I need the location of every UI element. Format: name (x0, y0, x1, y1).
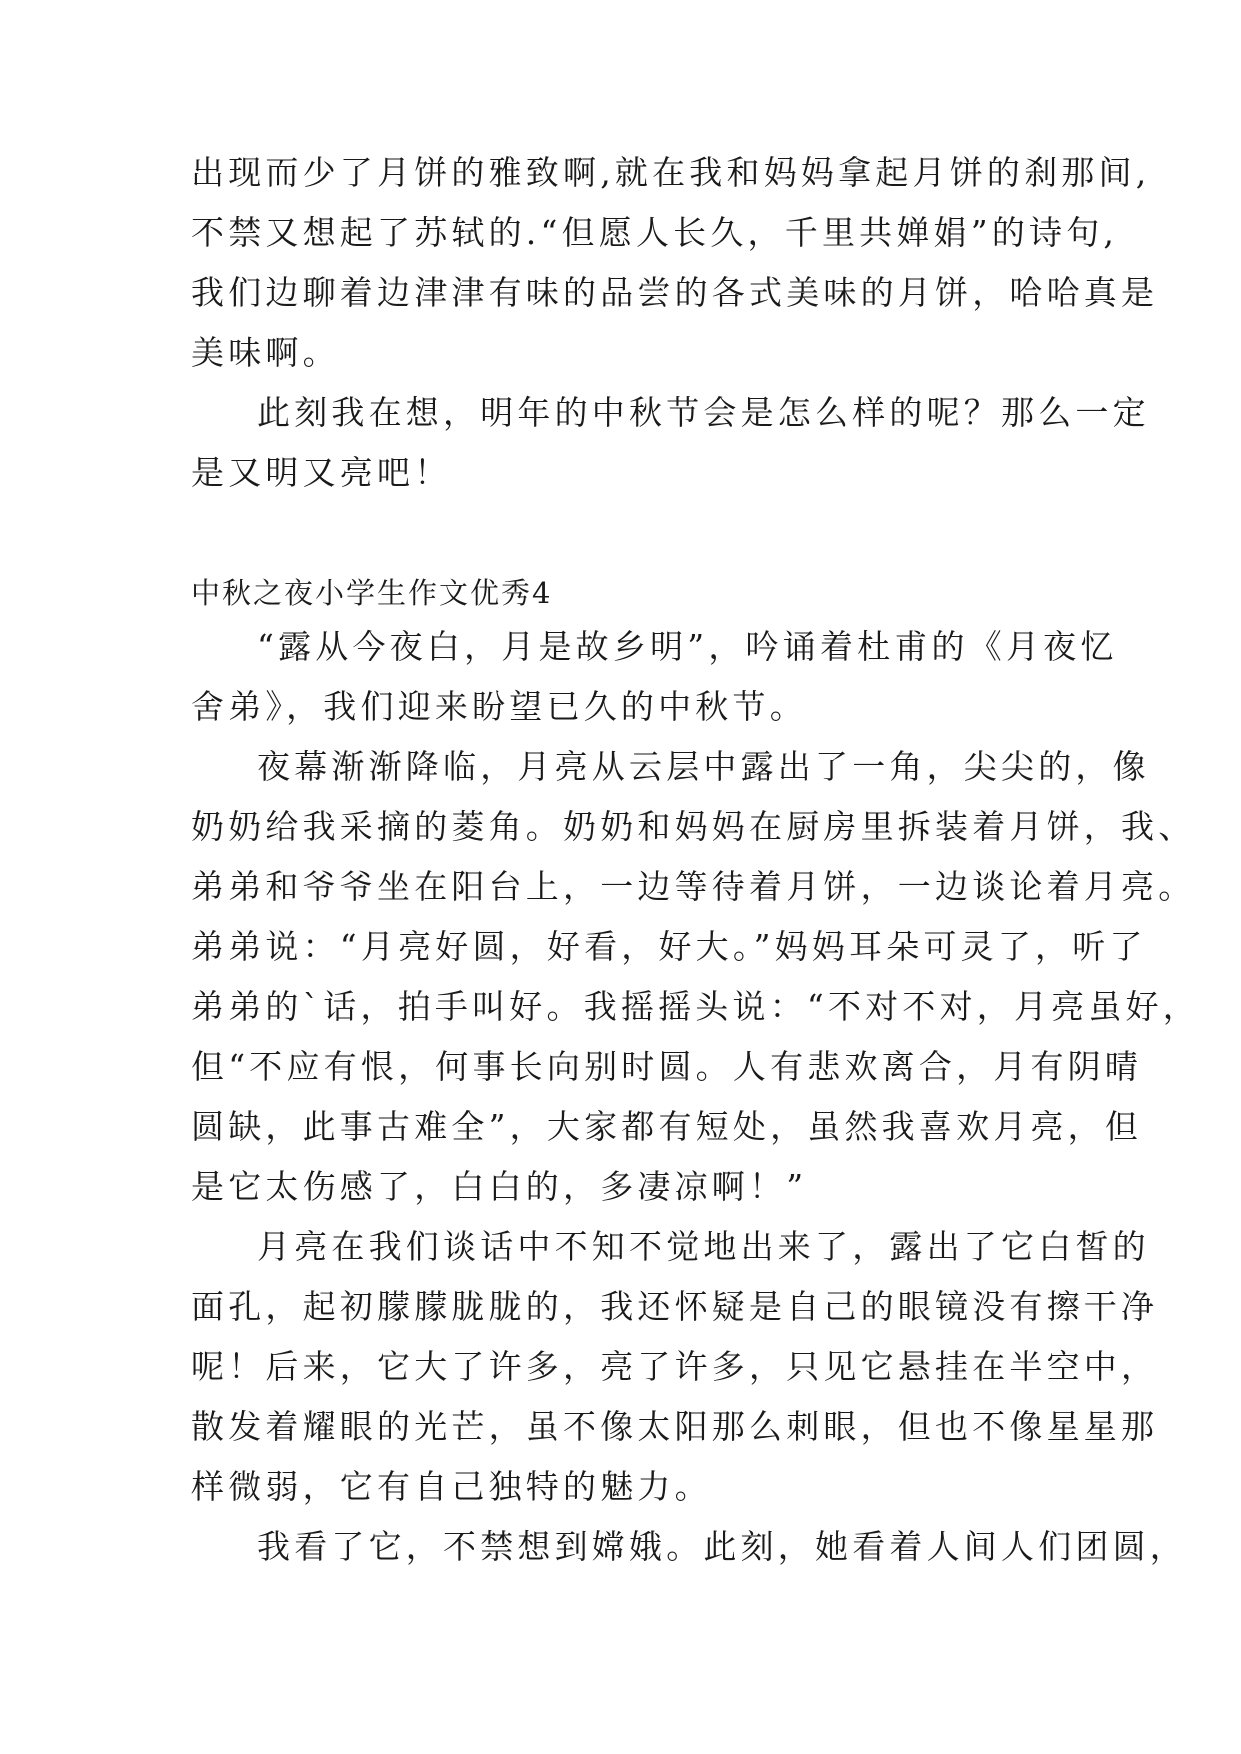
paragraph-line: 面孔，起初朦朦胧胧的，我还怀疑是自己的眼镜没有擦干净 (191, 1287, 1159, 1326)
paragraph-line: 弟弟的`话，拍手叫好。我摇摇头说：“不对不对，月亮虽好， (191, 987, 1200, 1026)
paragraph-line: 此刻我在想，明年的中秋节会是怎么样的呢？那么一定 (257, 393, 1150, 432)
paragraph-line: 我们边聊着边津津有味的品尝的各式美味的月饼，哈哈真是 (191, 273, 1159, 312)
section-heading: 中秋之夜小学生作文优秀4 (191, 576, 553, 610)
paragraph-line: 出现而少了月饼的雅致啊,就在我和妈妈拿起月饼的刹那间, (191, 153, 1151, 192)
paragraph-line: 散发着耀眼的光芒，虽不像太阳那么刺眼，但也不像星星那 (191, 1407, 1159, 1446)
paragraph-line: 月亮在我们谈话中不知不觉地出来了，露出了它白皙的 (257, 1227, 1150, 1266)
paragraph-line: “露从今夜白，月是故乡明”，吟诵着杜甫的《月夜忆 (257, 627, 1118, 666)
paragraph-line: 是又明又亮吧！ (191, 453, 452, 492)
paragraph-line: 呢！后来，它大了许多，亮了许多，只见它悬挂在半空中， (191, 1347, 1159, 1386)
paragraph-line: 美味啊。 (191, 333, 340, 372)
paragraph-line: 夜幕渐渐降临，月亮从云层中露出了一角，尖尖的，像 (257, 747, 1150, 786)
paragraph-line: 弟弟和爷爷坐在阳台上，一边等待着月饼，一边谈论着月亮。 (191, 867, 1196, 906)
paragraph-line: 不禁又想起了苏轼的.“但愿人长久，千里共婵娟”的诗句, (191, 213, 1119, 252)
paragraph-line: 我看了它，不禁想到嫦娥。此刻，她看着人间人们团圆， (257, 1527, 1187, 1566)
paragraph-line: 舍弟》，我们迎来盼望已久的中秋节。 (191, 687, 807, 726)
paragraph-line: 弟弟说：“月亮好圆，好看，好大。”妈妈耳朵可灵了，听了 (191, 927, 1147, 966)
paragraph-line: 圆缺，此事古难全”，大家都有短处，虽然我喜欢月亮，但 (191, 1107, 1143, 1146)
paragraph-line: 奶奶给我采摘的菱角。奶奶和妈妈在厨房里拆装着月饼，我、 (191, 807, 1196, 846)
paragraph-line: 但“不应有恨，何事长向别时圆。人有悲欢离合，月有阴晴 (191, 1047, 1143, 1086)
paragraph-line: 是它太伤感了，白白的，多凄凉啊！” (191, 1167, 808, 1206)
paragraph-line: 样微弱，它有自己独特的魅力。 (191, 1467, 712, 1506)
